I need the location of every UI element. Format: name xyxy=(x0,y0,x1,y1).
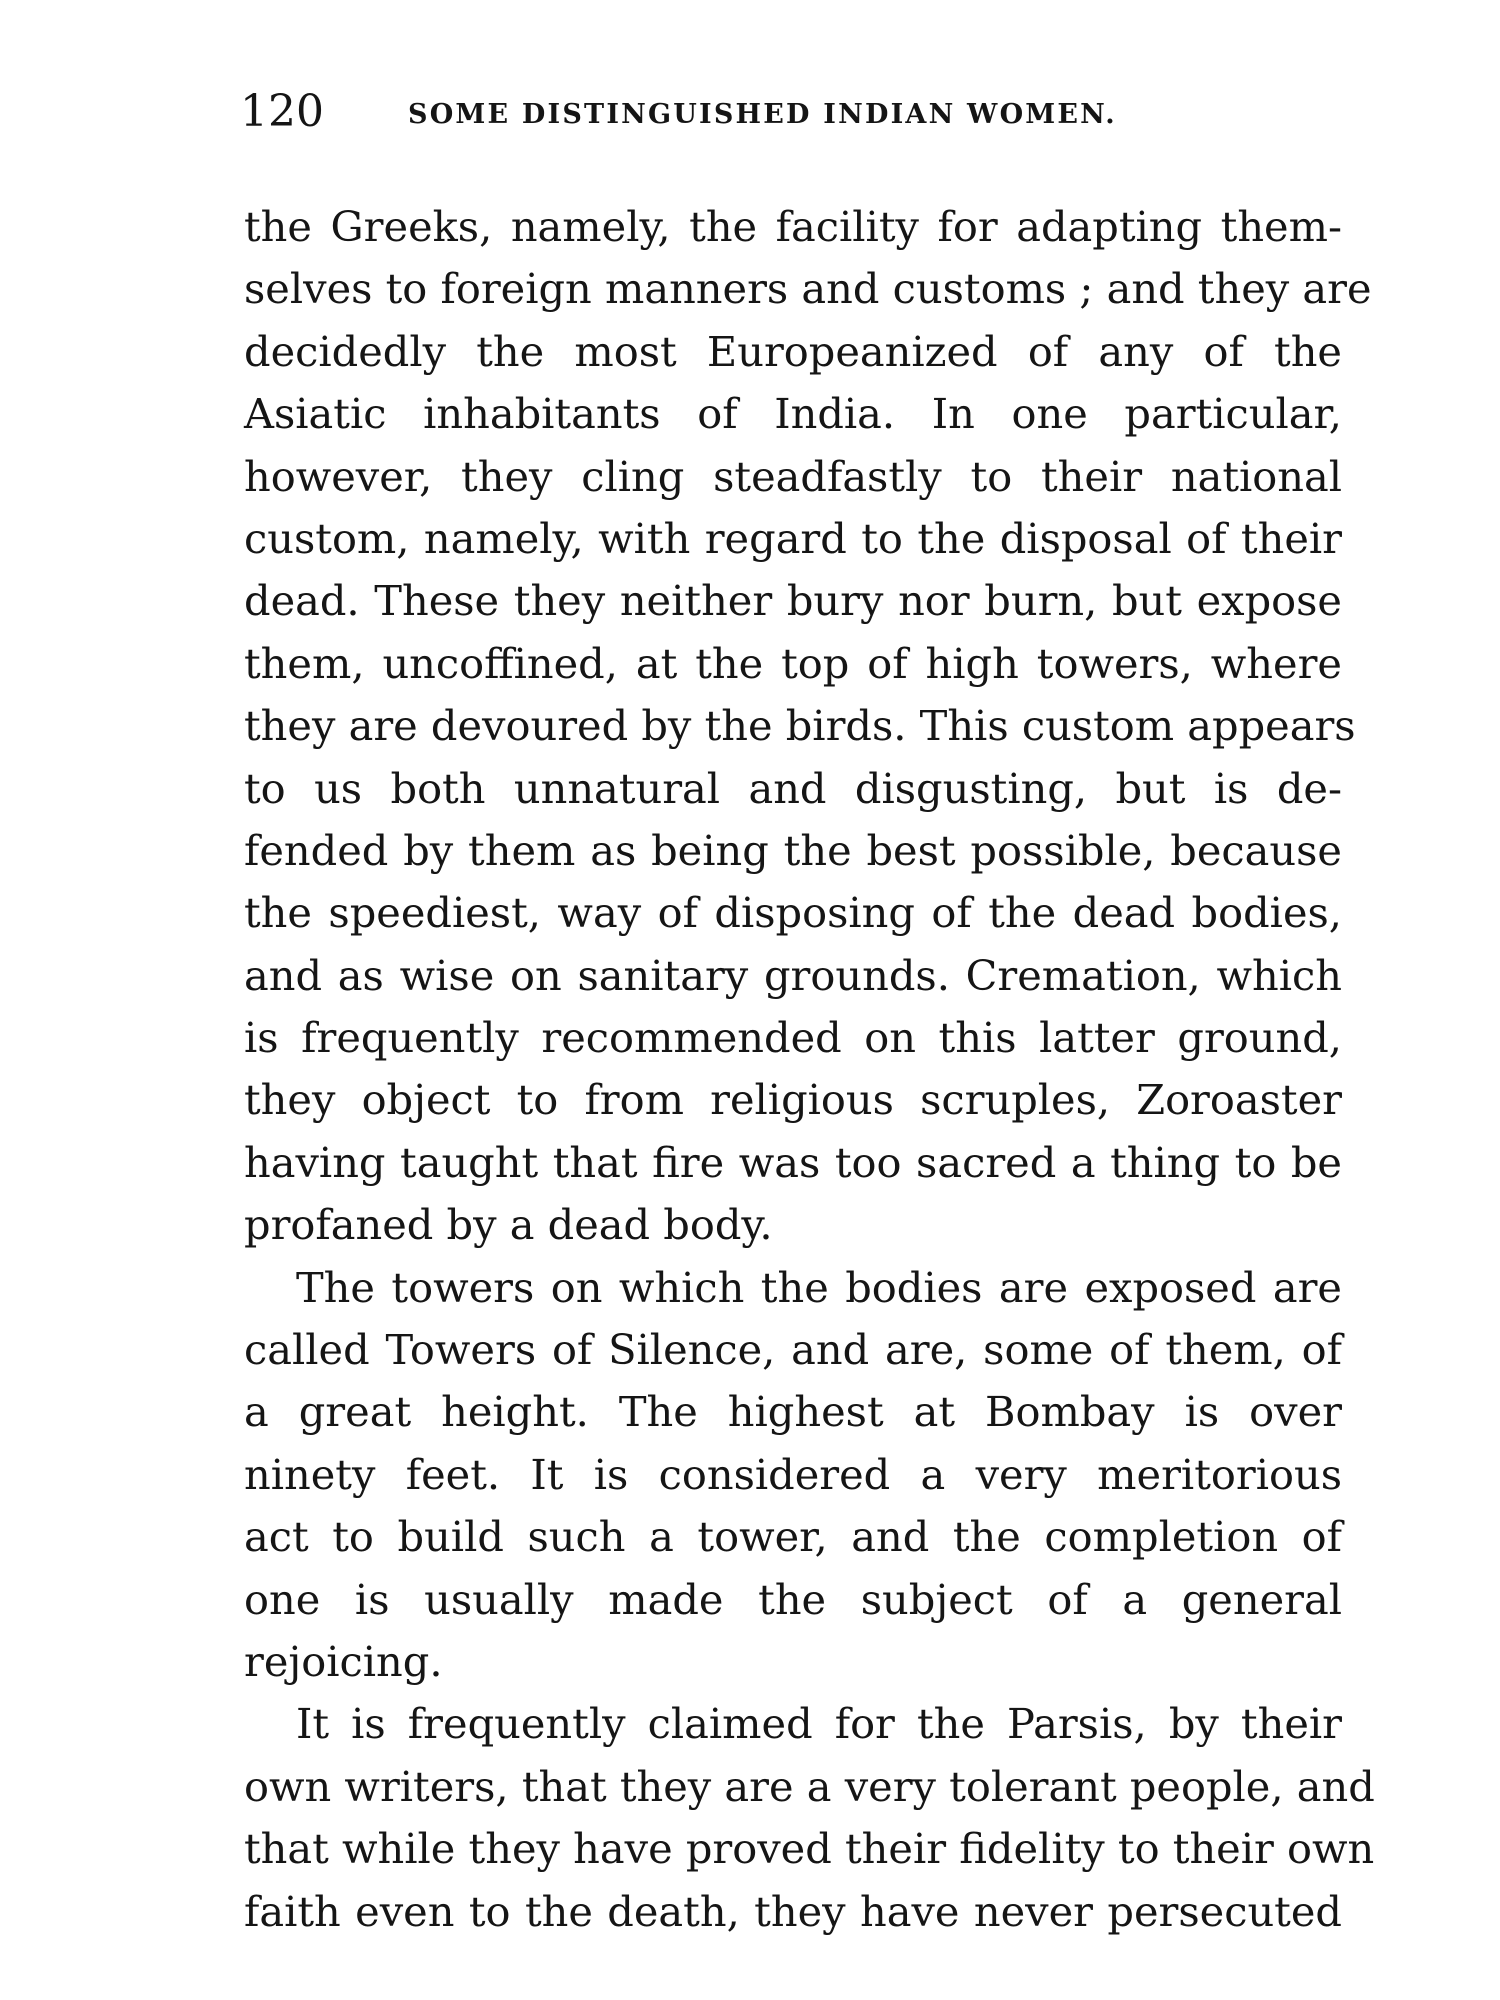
text-line: Asiatic inhabitants of India. In one particular, xyxy=(244,389,1342,439)
text-line: It is frequently claimed for the Parsis, by their xyxy=(296,1699,1342,1749)
text-line: one is usually made the subject of a general xyxy=(244,1574,1342,1624)
text-line: the Greeks, namely, the facility for adapting them- xyxy=(244,202,1342,251)
text-line: called Towers of Silence, and are, some of them, of xyxy=(244,1325,1342,1375)
text-line: and as wise on sanitary grounds. Cremation, which xyxy=(244,950,1342,1000)
text-line: having taught that fire was too sacred a thing to be xyxy=(244,1137,1342,1187)
paragraph xyxy=(244,1693,1375,1943)
text-line: selves to foreign manners and customs ; and they are xyxy=(244,264,1372,314)
text-line: dead. These they neither bury nor burn, but expose xyxy=(244,576,1342,626)
text-line: to us both unnatural and disgusting, but is de- xyxy=(244,763,1342,813)
running-title: SOME DISTINGUISHED INDIAN WOMEN. xyxy=(408,99,1117,130)
text-line: the speediest, way of disposing of the dead bodies, xyxy=(244,888,1342,938)
text-line: is frequently recommended on this latter ground, xyxy=(244,1013,1342,1063)
text-line: own writers, that they are a very tolerant people, and xyxy=(244,1761,1375,1811)
text-line: act to build such a tower, and the completion of xyxy=(244,1512,1342,1562)
text-line: profaned by a dead body. xyxy=(244,1200,773,1250)
text-line: custom, namely, with regard to the disposal of their xyxy=(244,513,1342,563)
text-line: a great height. The highest at Bombay is over xyxy=(244,1387,1342,1437)
page-number: 120 xyxy=(240,86,324,137)
paragraph xyxy=(244,1257,1342,1694)
text-line: The towers on which the bodies are exposed are xyxy=(296,1262,1342,1312)
text-line: faith even to the death, they have never persecuted xyxy=(244,1886,1342,1936)
text-line: ninety feet. It is considered a very meritorious xyxy=(244,1449,1342,1499)
text-line: however, they cling steadfastly to their national xyxy=(244,451,1342,501)
running-head xyxy=(240,82,1340,142)
text-line: they are devoured by the birds. This custom appears xyxy=(244,701,1356,751)
text-line: that while they have proved their fidelity to their own xyxy=(244,1824,1375,1874)
body-text xyxy=(244,196,1375,1943)
text-line: decidedly the most Europeanized of any of the xyxy=(244,326,1342,376)
text-line: they object to from religious scruples, Zoroaster xyxy=(244,1075,1342,1125)
text-line: fended by them as being the best possible, because xyxy=(244,825,1342,875)
text-line: rejoicing. xyxy=(244,1636,443,1686)
paragraph xyxy=(244,196,1372,1257)
text-line: them, uncoffined, at the top of high towers, where xyxy=(244,638,1342,688)
